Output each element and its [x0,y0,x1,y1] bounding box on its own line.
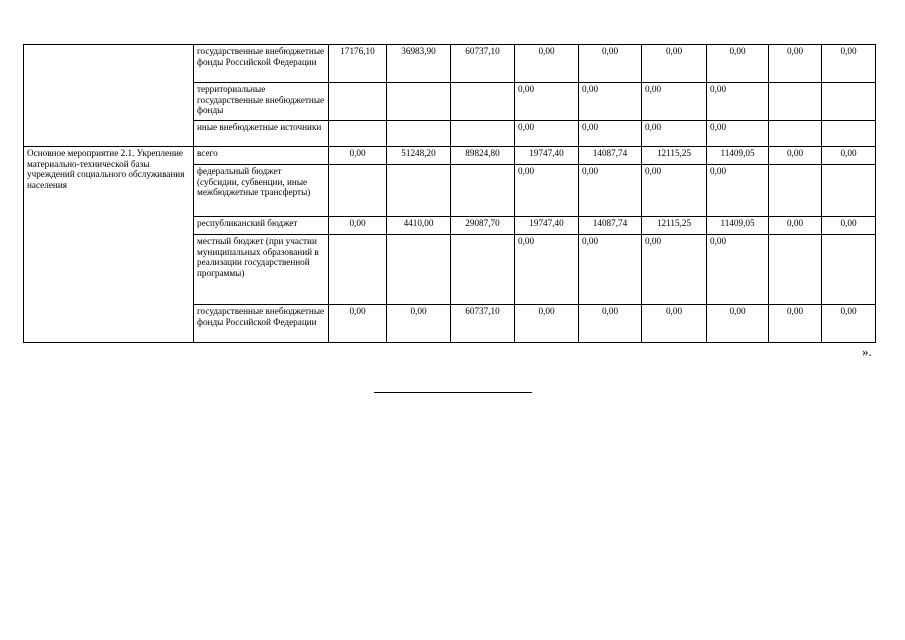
value-cell: 0,00 [579,121,642,147]
value-cell: 0,00 [642,121,707,147]
value-cell: 0,00 [642,305,707,343]
value-cell: 0,00 [822,147,876,165]
value-cell [329,235,387,305]
source-cell: государственные внебюджетные фонды Российской Федерации [194,305,329,343]
table-row [24,147,876,165]
value-cell: 0,00 [579,165,642,217]
value-cell [451,121,515,147]
budget-table [23,44,876,343]
value-cell [822,235,876,305]
value-cell: 0,00 [329,147,387,165]
value-cell [451,165,515,217]
value-cell: 51248,20 [387,147,451,165]
value-cell: 0,00 [579,45,642,83]
value-cell: 0,00 [387,305,451,343]
value-cell [769,83,822,121]
value-cell: 0,00 [642,165,707,217]
value-cell: 0,00 [769,147,822,165]
value-cell [329,121,387,147]
source-cell: федеральный бюджет (субсидии, субвенции, иные межбюджетные трансферты) [194,165,329,217]
value-cell: 0,00 [707,305,769,343]
value-cell: 0,00 [579,235,642,305]
value-cell: 0,00 [515,121,579,147]
separator-line [374,392,532,393]
closing-quote-mark: ». [862,344,872,359]
value-cell: 0,00 [515,305,579,343]
value-cell: 0,00 [707,83,769,121]
value-cell: 0,00 [707,165,769,217]
value-cell: 11409,05 [707,147,769,165]
value-cell [822,121,876,147]
source-cell: иные внебюджетные источники [194,121,329,147]
value-cell: 0,00 [822,217,876,235]
value-cell: 0,00 [822,45,876,83]
value-cell: 0,00 [515,83,579,121]
source-cell: всего [194,147,329,165]
value-cell [769,121,822,147]
value-cell: 0,00 [769,217,822,235]
value-cell [769,165,822,217]
table-row [24,45,876,83]
value-cell [387,235,451,305]
value-cell: 14087,74 [579,217,642,235]
value-cell: 0,00 [515,165,579,217]
source-cell: республиканский бюджет [194,217,329,235]
value-cell: 29087,70 [451,217,515,235]
value-cell: 0,00 [515,45,579,83]
value-cell: 0,00 [642,235,707,305]
value-cell: 19747,40 [515,217,579,235]
value-cell: 0,00 [329,217,387,235]
value-cell [329,83,387,121]
value-cell: 4410,00 [387,217,451,235]
value-cell: 12115,25 [642,147,707,165]
value-cell [822,83,876,121]
value-cell: 36983,90 [387,45,451,83]
value-cell: 14087,74 [579,147,642,165]
value-cell [822,165,876,217]
value-cell [451,235,515,305]
value-cell [387,83,451,121]
value-cell: 0,00 [642,83,707,121]
value-cell: 0,00 [822,305,876,343]
value-cell: 0,00 [329,305,387,343]
value-cell: 0,00 [579,305,642,343]
measure-cell: Основное мероприятие 2.1. Укрепление материально-технической базы учреждений социального обслуживания населения [24,147,194,343]
value-cell: 0,00 [707,235,769,305]
value-cell: 0,00 [515,235,579,305]
value-cell [387,121,451,147]
value-cell: 60737,10 [451,45,515,83]
value-cell: 0,00 [642,45,707,83]
value-cell: 89824,80 [451,147,515,165]
source-cell: местный бюджет (при участии муниципальных образований в реализации государственной программы) [194,235,329,305]
value-cell [769,235,822,305]
value-cell: 0,00 [579,83,642,121]
value-cell [387,165,451,217]
source-cell: территориальные государственные внебюджетные фонды [194,83,329,121]
measure-cell [24,45,194,147]
value-cell: 60737,10 [451,305,515,343]
value-cell: 0,00 [769,45,822,83]
value-cell: 12115,25 [642,217,707,235]
source-cell: государственные внебюджетные фонды Российской Федерации [194,45,329,83]
value-cell [329,165,387,217]
value-cell: 17176,10 [329,45,387,83]
value-cell: 0,00 [707,45,769,83]
value-cell: 0,00 [707,121,769,147]
value-cell: 0,00 [769,305,822,343]
value-cell: 19747,40 [515,147,579,165]
value-cell: 11409,05 [707,217,769,235]
value-cell [451,83,515,121]
